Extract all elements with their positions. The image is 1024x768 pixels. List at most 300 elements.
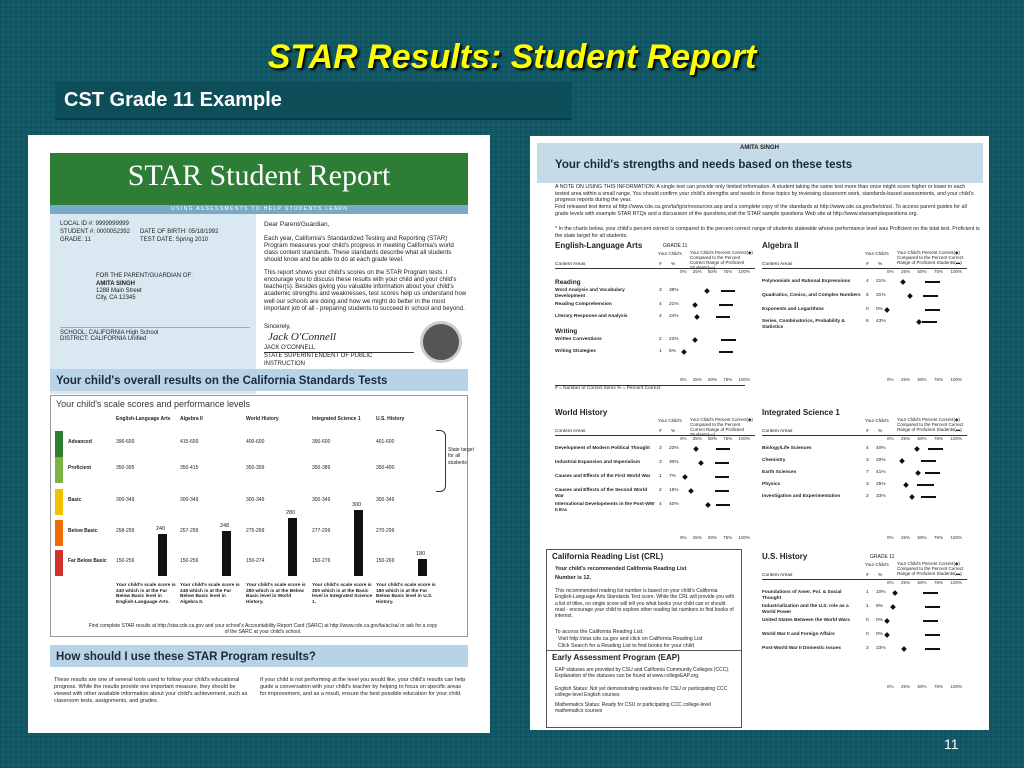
level-range: 150-256 [180,558,199,564]
strand-area-name: Chemistry [762,458,786,463]
score-label: 280 [286,510,296,517]
scale-tick: 50% [707,436,717,441]
student-percent-marker [704,288,710,294]
strand-count: 1 [659,349,662,354]
strand-area-name: Development of Modern Political Thought [555,446,650,451]
student-percent-marker [915,470,921,476]
scale-tick: 25% [900,535,910,540]
scale-tick: 100% [950,580,962,585]
strand-title-ush: U.S. History [762,552,808,561]
strand-percent: 23% [876,646,886,651]
proficient-range-bar [917,484,934,486]
scale-tick: 75% [933,580,943,585]
test-date: TEST DATE: Spring 2010 [140,237,209,243]
col-num: # [866,573,869,578]
strand-count: 1 [659,474,662,479]
strand-percent: 21% [876,279,886,284]
student-percent-marker [693,446,699,452]
strand-area-name: Quadratics, Conics, and Complex Numbers [762,293,861,298]
student-report-front [28,135,490,733]
level-range: 150-256 [116,558,135,564]
scale-top [887,580,962,586]
strand-percent: 0% [876,632,883,637]
page-number: 11 [944,736,959,752]
level-swatch [55,457,63,483]
signature: Jack O'Connell [268,331,337,343]
level-range: 300-349 [376,497,395,503]
school: SCHOOL: CALIFORNIA High School [60,327,250,338]
level-range: 390-600 [312,439,331,445]
strand-area-name: World War II and Foreign Affairs [762,632,835,637]
col-yours: Your Child's [658,251,682,256]
col-pct: % [671,262,676,267]
student-percent-marker [682,474,688,480]
scale-tick: 50% [917,269,927,274]
level-range: 350-395 [116,465,135,471]
scale-tick: 100% [950,377,962,382]
strand-count: 3 [866,646,869,651]
score-chart [28,135,490,733]
crl-bullet-1: Visit http://star.cde.ca.gov and click on California Reading List [558,636,703,642]
subject-header: World History [246,416,279,422]
student-percent-marker [903,482,909,488]
scale-tick: 100% [738,377,750,382]
how-to-use-paragraph-1: These results are one of several tools used to follow your child's educational progress. While the results provide one important measure, they should be viewed with other available information about your child's achievement, such as classroom tests, assignments, and grades. [54,677,248,704]
slide-title: STAR Results: Student Report [267,38,757,76]
how-to-use-paragraph-2: If your child is not performing at the level you would like, your child's results can help guide a conversation with your child's teacher by helping to focus on specific areas for improvement, and as a result, ensure the best possible education for your child. [260,677,466,697]
letter-paragraph-2: This report shows your child's scores on the STAR Program tests. I encourage you to discuss these results with your child and your child's teacher(s). Besides giving you valuable information about your child's academic strengths and weaknesses, test scores help us understand how well our schools are doing and how we might do better in the most important job of all - preparing students to succeed in school and beyond. [264,269,467,312]
level-range: 400-600 [246,439,265,445]
student-percent-marker [693,337,699,343]
strand-percent: 38% [669,288,679,293]
chart-footnote: * In the charts below, your child's percent correct is compared to the percent correct range of students statewide whose performance level was Proficient on the total test. Proficient is the state target for all students. [555,226,980,239]
scale-tick: 0% [887,535,894,540]
level-name: Advanced [68,439,92,445]
col-pct: % [671,429,676,434]
score-label: 180 [416,550,426,557]
proficient-range-bar [719,351,733,353]
slide-subtitle: CST Grade 11 Example [64,89,282,111]
score-label: 300 [352,502,362,508]
proficient-range-bar [715,490,729,492]
back-student-name: AMITA SINGH [740,145,779,151]
strand-area-name: Causes and Effects of the First World War [555,474,651,479]
letter-sincerely: Sincerely, [264,323,291,330]
proficient-range-bar [715,462,729,464]
scale-tick: 75% [933,269,943,274]
scale-top [887,269,962,275]
student-percent-marker [909,494,915,500]
level-swatch [55,550,63,576]
strand-grade-ush: GRADE 11 [870,554,895,560]
score-label: 240 [156,526,166,533]
strand-count: 2 [866,494,869,499]
col-range: Your Child's Percent Correct(◆) Compared to the Percent Correct Range of Proficient Students(▬) [690,417,753,437]
strand-percent: 22% [669,337,679,342]
proficient-range-bar [721,290,735,292]
letter-greeting: Dear Parent/Guardian, [264,221,330,228]
student-percent-marker [692,302,698,308]
strand-area-name: Literary Response and Analysis [555,314,628,319]
student-percent-marker [698,460,704,466]
student-name: AMITA SINGH [96,281,135,287]
section-label: Writing [555,328,578,335]
col-pct: % [878,262,883,267]
col-pct: % [878,429,883,434]
scale-tick: 50% [917,377,927,382]
strand-area-name: Industrialization and the U.S. role as a World Power [762,604,849,615]
crl-bullet-2: Click Search for a Reading List to find books for your child [558,643,695,649]
strand-percent: 31% [876,293,886,298]
level-range: 257-299 [180,528,199,534]
strand-grade-ela: GRADE 11 [663,243,688,249]
col-yours: Your Child's [865,562,889,567]
strand-percent: 0% [876,618,883,623]
score-note: Your child's scale score is 248 which is at the Far Below Basic level in Algebra II. [180,583,240,605]
level-range: 350-389 [312,465,331,471]
scale-tick: 0% [887,436,894,441]
level-name: Basic [68,497,82,503]
level-range: 277-299 [312,528,331,534]
level-range: 350-415 [180,465,199,471]
proficient-range-bar [716,504,730,506]
level-range: 275-299 [246,528,265,534]
scale-tick: 25% [900,377,910,382]
scale-tick: 50% [917,684,927,689]
scale-tick: 25% [692,269,702,274]
crl-number: Number is 12. [555,575,592,581]
strand-count: 1 [866,590,869,595]
col-num: # [659,262,662,267]
banner-title: STAR Student Report [127,159,391,192]
proficient-range-bar [721,339,736,341]
strand-count: 3 [659,460,662,465]
strand-title-wh: World History [555,408,608,417]
scale-tick: 75% [933,535,943,540]
strand-percent: 20% [876,458,886,463]
proficient-range-bar [925,281,940,283]
strand-percent: 24% [669,314,679,319]
strand-percent: 5% [669,349,676,354]
level-name: Proficient [68,465,92,471]
strand-area-name: Investigation and Experimentation [762,494,841,499]
strand-percent: 23% [669,446,679,451]
level-range: 258-299 [116,528,135,534]
subject-header: U.S. History [376,416,405,422]
scale-tick: 100% [738,436,750,441]
strengths-heading: Your child's strengths and needs based on these tests [555,159,853,171]
scale-tick: 50% [707,535,717,540]
scale-tick: 100% [950,436,962,441]
student-percent-marker [907,293,913,299]
scale-top [680,269,750,275]
how-to-use-heading: How should I use these STAR Program results? [56,651,316,663]
scale-tick: 0% [680,535,687,540]
student-percent-marker [901,646,907,652]
state-target-bracket [436,430,446,492]
level-range: 150-276 [312,558,331,564]
level-range: 300-349 [246,497,265,503]
student-percent-marker [884,632,890,638]
section-label: Reading [555,279,581,286]
col-areas: Content Areas [762,262,967,269]
proficient-range-bar [923,295,938,297]
strand-count: 2 [659,488,662,493]
col-yours: Your Child's [865,251,889,256]
level-range: 415-600 [180,439,199,445]
strand-area-name: Post-World War II Domestic Issues [762,646,841,651]
scale-tick: 100% [950,684,962,689]
score-bar [222,531,231,576]
strand-count: 7 [866,470,869,475]
strand-count: 4 [659,302,662,307]
student-percent-marker [884,307,890,313]
scale-bottom [887,377,962,383]
strand-percent: 7% [669,474,676,479]
strand-percent: 41% [876,470,886,475]
proficient-range-bar [928,448,943,450]
level-range: 350-399 [246,465,265,471]
scale-tick: 50% [917,535,927,540]
strand-count: 0 [866,632,869,637]
student-percent-marker [705,502,711,508]
strand-count: 0 [866,307,869,312]
scale-tick: 75% [723,377,733,382]
strand-title-sci: Integrated Science 1 [762,408,840,417]
crl-access-label: To access the California Reading List: [555,629,644,635]
score-bar [158,534,167,576]
strand-count: 3 [866,458,869,463]
level-range: 300-349 [312,497,331,503]
scale-tick: 100% [950,535,962,540]
note-on-information: A NOTE ON USING THIS INFORMATION: A single test can provide only limited information. A student taking the same test more than once might score higher or lower in each tested area within a small range. You should confirm your child's strengths and needs in these topics by reviewing classroom work, standards-based assessments, and your child's progress reports during the year. [555,184,974,204]
student-report-back [530,136,989,730]
strand-area-name: Series, Combinatorics, Probability & Statistics [762,319,845,330]
scale-tick: 0% [680,377,687,382]
strand-percent: 40% [669,502,679,507]
col-num: # [866,262,869,267]
local-id: LOCAL ID #: 9999999999 [60,221,129,227]
subject-header: English-Language Arts [116,416,171,422]
strand-percent: 25% [876,482,886,487]
eap-title: Early Assessment Program (EAP) [552,653,680,662]
subject-header: Algebra II [180,416,203,422]
scale-tick: 100% [950,269,962,274]
student-percent-marker [899,458,905,464]
strand-percent: 21% [669,302,679,307]
proficient-range-bar [923,592,938,594]
col-areas: Content Areas [555,429,755,436]
level-range: 300-349 [116,497,135,503]
scale-tick: 75% [933,436,943,441]
strand-title-alg: Algebra II [762,241,799,250]
student-percent-marker [914,446,920,452]
scale-tick: 100% [738,269,750,274]
strand-area-name: Polynomials and Rational Expressions [762,279,851,284]
address-line-1: 1288 Main Street [96,288,142,294]
strand-count: 3 [659,446,662,451]
level-range: 270-299 [376,528,395,534]
proficient-range-bar [922,321,937,323]
strand-area-name: International Developments in the Post-WW II Era [555,502,655,513]
scale-tick: 75% [933,377,943,382]
grade: GRADE: 11 [60,237,91,243]
col-num: # [659,429,662,434]
proficient-range-bar [921,460,936,462]
strand-percent: 30% [669,460,679,465]
scale-tick: 75% [723,269,733,274]
scale-tick: 50% [917,436,927,441]
student-percent-marker [681,349,687,355]
student-percent-marker [688,488,694,494]
scale-tick: 25% [692,535,702,540]
scale-bottom [680,535,750,541]
strand-area-name: Exponents and Logarithms [762,307,824,312]
col-range: Your Child's Percent Correct(◆) Compared to the Percent Correct Range of Proficient Students(▬) [690,250,753,270]
col-pct: % [878,573,883,578]
col-range: Your Child's Percent Correct(◆) Compared to the Percent Correct Range of Proficient Students(▬) [897,250,964,265]
eap-math-status: Mathematics Status: Ready for CSU or participating CCC college-level mathematics courses [555,702,711,715]
level-range: 300-349 [180,497,199,503]
level-swatch [55,489,63,515]
parent-label: FOR THE PARENT/GUARDIAN OF: [96,273,193,279]
scale-score-heading: Your child's scale scores and performance levels [56,399,250,409]
address-line-2: City, CA 12345 [96,295,136,301]
strand-count: 4 [659,314,662,319]
col-areas: Content Areas [762,573,967,580]
strand-area-name: Foundations of Amer. Pol. & Social Thought [762,590,842,601]
level-range: 150-274 [246,558,265,564]
score-label: 248 [220,523,230,530]
scale-tick: 75% [933,684,943,689]
scale-tick: 50% [707,377,717,382]
scale-tick: 50% [917,580,927,585]
student-percent-marker [884,618,890,624]
district: DISTRICT: CALIFORNIA Unified [60,336,147,342]
strand-area-name: Written Conventions [555,337,602,342]
eap-paragraph: EAP statuses are provided by CSU and California Community Colleges (CCC). Explanation of the statuses can be found at www.collegeEAP.org. [555,667,730,680]
proficient-range-bar [921,496,936,498]
strand-area-name: Industrial Expansion and Imperialism [555,460,641,465]
strand-count: 6 [866,319,869,324]
strand-area-name: Causes and Effects of the Second World War [555,488,648,499]
strand-percent: 10% [876,590,886,595]
scale-tick: 25% [692,377,702,382]
col-yours: Your Child's [865,418,889,423]
strand-count: 4 [659,502,662,507]
proficient-range-bar [715,476,729,478]
col-range: Your Child's Percent Correct(◆) Compared to the Percent Correct Range of Proficient Students(▬) [897,417,964,432]
score-note: Your child's scale score is 280 which is at the Below Basic level in World History. [246,583,306,605]
scale-tick: 25% [900,684,910,689]
strand-percent: 15% [669,488,679,493]
score-bar [354,510,363,576]
banner-tagline: U S I N G A S S E S S M E N T S T O H E L P S T U D E N T S L E A R N [50,205,468,214]
state-target-label: State target for all students [448,447,474,466]
strand-area-name: Biology/Life Sciences [762,446,812,451]
letter-signer: JACK O'CONNELL [264,345,316,351]
level-name: Below Basic [68,528,98,534]
proficient-range-bar [925,634,940,636]
scale-tick: 0% [887,580,894,585]
level-name: Far Below Basic [68,558,107,564]
strand-percent: 8% [876,604,883,609]
proficient-range-bar [925,472,940,474]
scale-tick: 0% [887,269,894,274]
proficient-range-bar [925,648,940,650]
student-percent-marker [900,279,906,285]
scale-bottom [680,377,750,383]
strand-count: 1 [866,604,869,609]
score-note: Your child's scale score is 240 which is at the Far Below Basic level in English-Language Arts. [116,583,176,605]
proficient-range-bar [716,448,730,450]
chart-legend: # = Number of Correct Items % = Percent Correct [555,385,745,392]
strand-area-name: Physics [762,482,781,487]
student-percent-marker [890,604,896,610]
level-swatch [55,520,63,546]
crl-title: California Reading List (CRL) [552,552,664,561]
strand-title-ela: English-Language Arts [555,241,643,250]
scale-tick: 50% [707,269,717,274]
proficient-range-bar [716,316,730,318]
date-of-birth: DATE OF BIRTH: 05/18/1992 [140,229,219,235]
proficient-range-bar [923,620,938,622]
score-note: Your child's scale score is 300 which is at the Basic level in Integrated Science 1. [312,583,373,605]
strand-area-name: United States Between the World Wars [762,618,850,623]
col-yours: Your Child's [658,418,682,423]
level-range: 350-400 [376,465,395,471]
level-swatch [55,431,63,457]
col-range: Your Child's Percent Correct(◆) Compared to the Percent Correct Range of Proficient Students(▬) [897,561,964,576]
strand-percent: 40% [876,446,886,451]
strand-count: 4 [866,279,869,284]
released-items-note: Find released test items at http://www.cde.ca.gov/ta/tg/sr/resources.asp and a complete copy of the standards at http://www.cde.ca.gov/be/st/ss/. To access parent guides for all grade levels with example STAR RTQs and a discussion of the questions,visit the STAR sample questions Web site at http://www.starsamplequestions.org. [555,204,967,217]
student-number: STUDENT #: 0000052392 [60,229,130,235]
scale-tick: 75% [723,436,733,441]
scale-tick: 25% [900,269,910,274]
scale-bottom [887,684,962,690]
sarc-note: Find complete STAR results at http://star.cde.ca.gov and your school's Accountability Report Card (SARC) at http://www.cde.ca.gov/ta/ac/sa/ or ask for a copy of the SARC at your child's school. [88,623,438,636]
score-note: Your child's scale score is 180 which is at the Far Below Basic level in U.S. History. [376,583,436,605]
scale-top [887,436,962,442]
scale-tick: 0% [887,377,894,382]
proficient-range-bar [925,309,940,311]
letter-paragraph-1: Each year, California's Standardized Testing and Reporting (STAR) Program measures your child's progress in meeting California's world class content standards. These standards describe what all students should know and be able to do at each grade level. [264,235,454,264]
strand-count: 2 [659,337,662,342]
overall-results-heading: Your child's overall results on the California Standards Tests [56,375,388,387]
strand-percent: 0% [876,307,883,312]
score-bar [418,559,427,576]
score-bar [288,518,297,576]
student-percent-marker [892,590,898,596]
eap-english-status: English Status: Not yet demonstrating readiness for CSU or participating CCC college-level English courses [555,686,728,699]
proficient-range-bar [925,606,940,608]
scale-tick: 0% [887,684,894,689]
scale-tick: 25% [692,436,702,441]
crl-paragraph: This recommended reading list number is based on your child's California English-Language Arts Standards Test score. While the CRL will provide you with a list of titles, no single score will tell you what books your child can or should read - encourage your child to explore other reading list numbers to find books of interest. [555,588,735,619]
scale-tick: 25% [900,580,910,585]
strand-count: 3 [866,482,869,487]
level-range: 150-269 [376,558,395,564]
strand-count: 5 [866,293,869,298]
strand-percent: 43% [876,319,886,324]
scale-tick: 0% [680,269,687,274]
subject-header: Integrated Science 1 [312,416,361,422]
strand-percent: 33% [876,494,886,499]
scale-tick: 100% [738,535,750,540]
level-range: 396-600 [116,439,135,445]
strand-area-name: Word Analysis and Vocabulary Development [555,288,625,299]
